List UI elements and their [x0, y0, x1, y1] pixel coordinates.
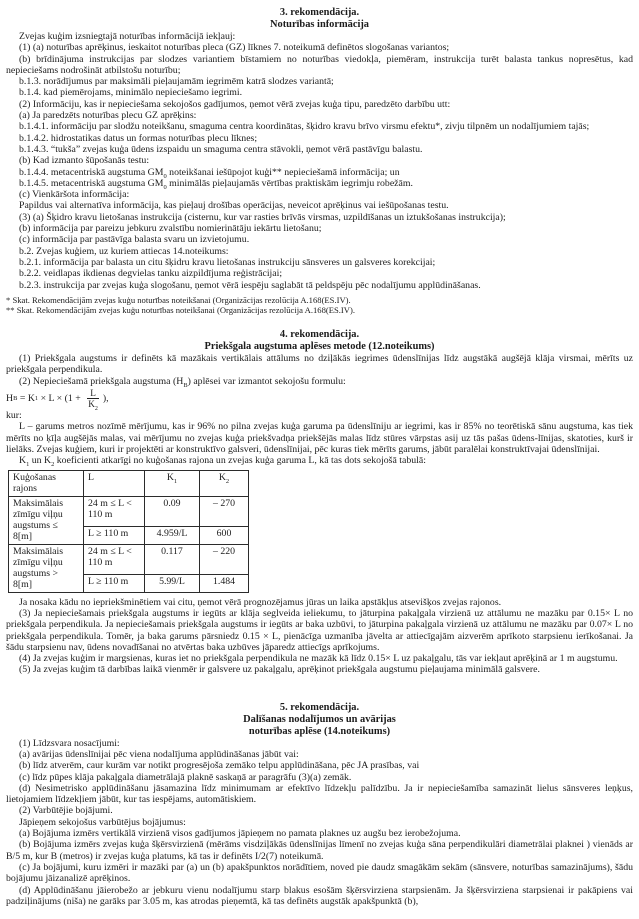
paragraph: b.2.3. instrukcija par zvejas kuģa slogošanu, ņemot vērā iespēju saglabāt tā peldspēju pēc nodalījumu applūdināšanas. [19, 279, 481, 291]
fraction-denominator: $K_2$ [88, 399, 98, 412]
table-cell: 4.959/L [145, 527, 200, 545]
table-cell: 0.117 [145, 544, 200, 574]
paragraph: (b) brīdinājuma instrukcijas par slodzes variantiem bīstamiem no noturības viedokļa, piemēram, instrukcija turēt balasta tankus nopresētus, kad nepieciešams nodrošināt atbilstošu noturību; [6, 53, 633, 76]
table-cell: – 270 [200, 496, 249, 526]
paragraph: (4) Ja zvejas kuģim ir margsienas, kuras iet no priekšgala perpendikula ne mazāk kā līdz 0.15× L uz pakaļgalu, tās var iekļaut aprēķinā ar 1 m augstumu. [19, 653, 618, 665]
paragraph: b.2. Zvejas kuģiem, uz kuriem attiecas 14.noteikums: [19, 245, 229, 257]
paragraph: (1) (a) noturības aprēķinus, ieskaitot noturības pleca (GZ) līknes 7. noteikumā definētos slogošanas variantos; [19, 42, 450, 54]
section-heading: 3. rekomendācija. [279, 7, 360, 18]
paragraph: (a) avārijas ūdenslīnijai pēc viena nodalījuma applūdināšanas jābūt vai: [19, 748, 299, 760]
section-rekomendacija-4 [6, 329, 633, 676]
paragraph: b.1.3. norādījumus par maksimāli pieļaujamām iegrimēm katrā slodzes variantā; [19, 76, 334, 88]
table-header: $K_2$ [200, 470, 249, 496]
table-cell: – 220 [200, 544, 249, 574]
paragraph: (3) Ja nepieciešamais priekšgala augstums ir iegūts ar klāja seglveida ieliekumu, to jāturpina pakaļgala virzienā uz attālumu ne mazāku par 0.15× L no priekšgala perpendikula. Ja nepieciešamais priekšgala augstums ir iegūts ar baka uzbūvi, to jāturpina pakaļgala virzienā uz attālumu ne mazāku par 0.07× L no priekšgala perpendikula. Tomēr, ja baka garums pārsniedz 0.15 × L, pienācīga uzmanība jāvelta ar attiecīgajām aizverēm aprīkoto starpsienu ierīkošanai. Ja šādu starpsienu nav, ūdens novadīšanai no atvērtas baka uzbūves jāparedz attiecīgs aprīkojums. [6, 607, 633, 653]
paragraph: (5) Ja zvejas kuģim tā darbības laikā vienmēr ir galsvere uz pakaļgalu, aprēķinot priekšgala augstumu pieļaujama minimālā galsvere. [19, 664, 540, 676]
paragraph: (c) Vienkāršota informācija: [19, 189, 130, 201]
paragraph: (b) Kad izmanto šūpošanās testu: [19, 155, 150, 167]
paragraph: (c) informācija par pastāvīga balasta svaru un izvietojumu. [19, 234, 250, 246]
table-cell: L ≥ 110 m [84, 575, 145, 593]
section-heading: Noturības informācija [270, 19, 369, 30]
paragraph: (2) Varbūtējie bojājumi. [19, 805, 113, 817]
table-cell: 5.99/L [145, 575, 200, 593]
paragraph: b.2.1. informācija par balasta un citu šķidru kravu lietošanas instrukciju sānsveres un galsveres korekcijai; [19, 256, 436, 268]
table-header: $K_1$ [145, 470, 200, 496]
footnote: * Skat. Rekomendācijām zvejas kuģu noturības noteikšanai (Organizācijas rezolūcija A.168(ES.IV). [6, 294, 351, 305]
fraction-numerator: L [87, 388, 99, 399]
section-heading: noturības aplēse (14.noteikums) [248, 725, 391, 737]
table-cell: 24 m ≤ L < 110 m [84, 496, 145, 526]
paragraph: Ja nosaka kādu no iepriekšminētiem vai citu, ņemot vērā prognozējamus jūras un laika apstākļus atsevišķos zvejas rajonos. [19, 596, 502, 608]
paragraph: b.1.4.3. “tukša” zvejas kuģa ūdens izspaidu un smaguma centra stāvokli, ņemot vērā pastāvīgu balastu. [19, 143, 423, 155]
paragraph: b.1.4.1. informāciju par slodžu noteikšanu, smaguma centra koordinātas, šķidro kravu brīvo virsmu efektu*, zivju tilpnēm un nodalījumiem tajās; [19, 121, 590, 133]
paragraph: (b) informācija par pareizu jebkuru zvalstību nomierinātāju iekārtu lietošanu; [19, 223, 322, 235]
paragraph: kur: [6, 410, 22, 422]
table-row [9, 544, 249, 574]
formula-fraction [85, 387, 101, 412]
section-heading: 5. rekomendācija. [279, 701, 360, 713]
table-row-label: Maksimālais zīmīgu viļņu augstums ≤ 8[m] [9, 496, 84, 544]
paragraph: L – garums metros nozīmē mērījumu, kas ir 96% no pilna zvejas kuģa garuma pa ūdenslīniju ar iegrimi, kas ir 85% no teorētiskā sānu augstuma, kas tiek mērīts no ķīļa augšējās malas, vai mērījumu no zvejas kuģa priekšvadņa priekšējās malas līdz stūres vārpstas asij uz tās pašas ūdens-līnijas, skatoties, kurš ir lielāks. Zvejas kuģiem, kuri ir projektēti ar konstruktīvo galsveri, ūdenslīnijai, pēc kuras tiek mērīts garums, jābūt paralēlai konstruktīvajai ūdenslīnijai. [6, 421, 633, 456]
section-rekomendacija-5 [6, 702, 633, 907]
table-cell: L ≥ 110 m [84, 527, 145, 545]
paragraph: (c) līdz pūpes klāja pakaļgala diametrālajā plaknē saskaņā ar paragrāfu (3)(a) zemāk. [19, 771, 352, 783]
paragraph: Jāpieņem sekojošus varbūtējus bojājumus: [19, 816, 186, 828]
table-row-label: Maksimālais zīmīgu viļņu augstums > 8[m] [9, 544, 84, 592]
table-cell: 1.484 [200, 575, 249, 593]
section-heading: 4. rekomendācija. [279, 329, 360, 341]
paragraph: (3) (a) Šķidro kravu lietošanas instrukcija (cisternu, kur var rasties brīvās virsmas, uzpildīšanas un iztukšošanas instrukcija); [19, 211, 506, 223]
section-heading: Dalīšanas nodalījumos un avārijas [243, 713, 396, 725]
paragraph: b.1.4. kad piemērojams, minimālo nepieciešamo iegrimi. [19, 87, 243, 99]
paragraph: b.1.4.4. metacentriskā augstuma $GM_0$ noteikšanai iešūpojot kuģi** nepieciešamā informācija; un [19, 166, 400, 180]
paragraph: Papildus vai alternatīva informācija, kas pieļauj drošības operācijas, neveicot aprēķinus vai iešūpošanas testu. [19, 200, 449, 212]
section-rekomendacija-3 [6, 7, 633, 316]
paragraph: (1) Priekšgala augstums ir definēts kā mazākais vertikālais attālums no dziļākās iegrimes ūdenslīnijas līdz augstākā augšējā klāja virsmai, mērīts uz priekšgala perpendikula. [6, 353, 633, 376]
table-cell: 600 [200, 527, 249, 545]
table-cell: 0.09 [145, 496, 200, 526]
coefficients-table [8, 470, 249, 593]
paragraph: (b) līdz atverēm, caur kurām var notikt progresējoša zemāko telpu applūdināšana, pēc JA prasības, vai [19, 760, 420, 772]
table-header: L [84, 470, 145, 496]
paragraph: (a) Ja paredzēts noturības plecu GZ aprēķins: [19, 110, 197, 122]
paragraph: (d) Applūdināšanu jāierobežo ar jebkuru vienu nodalījumu starp blakus esošām šķērsvirziena starpsienām. Ja šķērsvirziena starpsienai ir pakāpiens vai padziļinājums (niša) ne garāks par 3.05 m, kas atrodas pieņemtā, kā tas definēts augstāk apakšpunktā (b), [6, 884, 633, 907]
paragraph: Zvejas kuģim izsniegtajā noturības informācijā iekļauj: [19, 31, 236, 42]
paragraph: b.2.2. veidlapas ikdienas degvielas tanku aizpildījuma reģistrācijai; [19, 268, 283, 280]
paragraph: b.1.4.5. metacentriskā augstuma $GM_0$ minimālās pieļaujamās vērtības praktiskām iegrimju robežām. [19, 177, 413, 191]
paragraph: (2) Nepieciešamā priekšgala augstuma $(H_B)$ aplēsei var izmantot sekojošu formulu: [19, 375, 346, 389]
table-row [9, 496, 249, 526]
footnote: ** Skat. Rekomendācijām zvejas kuģu noturības noteikšanai (Organizācijas rezolūcija A.168(ES.IV). [6, 305, 355, 316]
paragraph: (1) Līdzsvara nosacījumi: [19, 737, 120, 749]
paragraph: (d) Nesimetrisko applūdināšanu jāsamazina līdz minimumam ar efektīvo līdzekļu palīdzību. Ja ir nepieciešamība samazināt lielus sānsveres leņķus, lietojamiem līdzekļiem jābūt, kur tas iespējams, automātiskiem. [6, 782, 633, 806]
paragraph: (a) Bojājuma izmērs vertikālā virzienā visos gadījumos jāpieņem no pamata plaknes uz augšu bez ierobežojuma. [19, 828, 461, 840]
section-heading: Priekšgala augstuma aplēses metode (12.noteikums) [204, 341, 435, 353]
table-header: Kuģošanas rajons [9, 470, 84, 496]
paragraph: $K_1$ un $K_2$ koeficienti atkarīgi no kuģošanas rajona un zvejas kuģa garuma L, kā tas dots sekojošā tabulā: [19, 455, 426, 469]
paragraph: (b) Bojājuma izmērs zvejas kuģa šķērsvirzienā (mērāms visdziļākās ūdenslīnijas līmenī no zvejas kuģa sāna perpendikulāri diametrālai plaknei ) vienāds ar B/5 m, kur B (metros) ir zvejas kuģa platums, kā tas ir definēts I/2(7) noteikumā. [6, 839, 633, 862]
bow-height-formula: H B = K 1 × L × (1 + $\frac{L}{K_2}$ ), [6, 387, 109, 412]
paragraph: (2) Informāciju, kas ir nepieciešama sekojošos gadījumos, ņemot vērā zvejas kuģa tipu, paredzēto darbību utt: [19, 98, 451, 110]
table-cell: 24 m ≤ L < 110 m [84, 544, 145, 574]
paragraph: (c) Ja bojājumi, kuru izmēri ir mazāki par (a) un (b) apakšpunktos norādītiem, noved pie daudz smagākām sekām (sānsvere, noturības samazinājums), šādu bojājumu jāizanalizē aprēķinos. [6, 861, 633, 885]
paragraph: b.1.4.2. hidrostatikas datus un formas noturības plecu līknes; [19, 132, 258, 144]
